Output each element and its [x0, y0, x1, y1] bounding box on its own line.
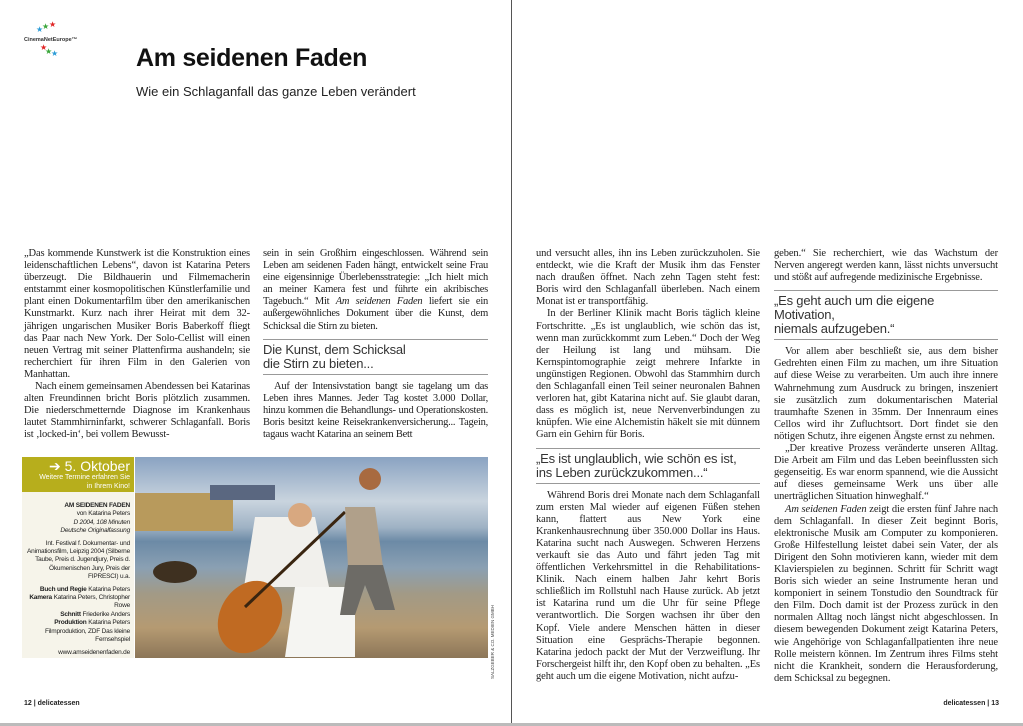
paragraph-text: liefert sie ein außergewöhnliches Dokument über die Kunst, dem Schicksal die Stirn zu bieten.: [263, 296, 488, 332]
credit-line: [24, 594, 130, 611]
paragraph-text: In der Berliner Klinik macht Boris täglich kleine Fortschritte. „Es ist unglaublich, wie schön das ist, wenn man zurückkommt zum Leben.“ Doch der Weg der Heilung ist lang und mühsam. Die Kernspintomographie zeigt mehrere Infarkte in ungünstigen Regionen. Obwohl das Stammhirn durch den Schlaganfall einen Teil seiner neuronalen Bahnen verloren hat, gibt Katarina nicht auf. Sie glaubt daran, dass es möglich ist, neue Nervenverbindungen zu knüpfen. Wie eine Alchemistin häkelt sie mit dünnem Garn ein Gehirn für Boris.: [536, 308, 760, 441]
photo-credit: SALZGEBER & CO. MEDIEN GMBH: [490, 605, 495, 680]
credit-value: Katarina Peters: [88, 585, 130, 593]
body-paragraph: [774, 346, 998, 443]
awards: Int. Festival f. Dokumentar- und Animationsfilm, Leipzig 2004 (Silberne Taube, Preis d. Jugendjury, Preis d. Ökumenischen Jury, Preis der FIPRESCI) u.a.: [27, 539, 130, 581]
body-paragraph: [536, 248, 760, 308]
infobox-note-line: Weitere Termine erfahren Sie: [39, 474, 130, 481]
paragraph-text: zeigt die ersten fünf Jahre nach dem Schlaganfall. In dieser Zeit beginnt Boris, elektronische Musik am Computer zu komponieren. Große Hilfestellung leistet dabei sein Vater, der als Dirigent den Sohn motivieren kann, wieder mit dem Klavierspielen zu beginnen. Schritt für Schritt wagt Boris sich wieder an seine Instrumente heran und komponiert in seinem Tonstudio den Soundtrack für den Film. Doch damit ist der Prozess zurück in den normalen Alltag noch längst nicht abgeschlossen. In diesem bewegenden Dokument zeigt Katarina Peters, wie Angehörige von Schlaganfallpatienten ihre neue Rolle meistern können. Im Zentrum ihres Films steht nicht die Krankheit, sondern die Herausforderung, dem Schicksal zu begegnen.: [774, 503, 998, 684]
credit-line: [24, 611, 130, 619]
film-title-italic: Am seidenen Faden: [785, 503, 867, 515]
credit-label: Kamera: [29, 594, 52, 602]
film-infobox: [22, 457, 134, 658]
logo-text: CinemaNetEurope™: [24, 37, 78, 43]
body-paragraph: [774, 248, 998, 284]
pull-quote-line: „Es geht auch um die eigene Motivation,: [774, 293, 935, 323]
pull-quote-line: die Stirn zu bieten...: [263, 355, 374, 371]
paragraph-text: „Der kreative Prozess veränderte unseren Alltag. Die Arbeit am Film und das Leben beeinflussten sich gegenseitig. Es war enorm spannend, wie die Aussicht auf dieses gemeinsame Werk uns über alle unerträglichen Situation hinweghalf.“: [774, 443, 998, 503]
pull-quote: [774, 290, 998, 340]
pull-quote: [536, 448, 760, 484]
body-paragraph: [263, 248, 488, 333]
film-version: Deutsche Originalfassung: [60, 527, 130, 535]
paragraph-text: und versucht alles, ihn ins Leben zurückzuholen. Sie entdeckt, wie die Kraft der Musik ihm das Fenster nach draußen öffnet. Nach zehn Tagen steht fest: Boris wird den Schlaganfall überleben. Nach einem Monat ist er transportfähig.: [536, 248, 760, 308]
release-date: 5. Oktober: [64, 458, 130, 474]
star-icon: ★: [49, 20, 57, 29]
star-icon: ★: [36, 25, 44, 34]
man-head: [288, 503, 312, 527]
film-meta: D 2004, 108 Minuten: [73, 518, 130, 526]
pull-quote-line: ins Leben zurückzukommen...“: [536, 464, 708, 480]
page-number-left: 12 | delicatessen: [24, 700, 80, 707]
director: von Katarina Peters: [76, 510, 130, 518]
infobox-body: [22, 492, 134, 657]
body-paragraph: [774, 504, 998, 685]
body-paragraph: [774, 443, 998, 503]
beach-cello-illustration: [135, 457, 488, 658]
woman-head: [359, 468, 381, 490]
body-paragraph: [536, 308, 760, 441]
film-website-link[interactable]: www.amseidenenfaden.de: [58, 648, 130, 656]
body-paragraph: [24, 381, 250, 441]
infobox-header: [22, 457, 134, 492]
credit-value: Katarina Peters Filmproduktion, ZDF Das kleine Fernsehspiel: [44, 619, 130, 644]
credit-line: [24, 619, 130, 644]
text-column-1: [24, 248, 250, 442]
paragraph-text: geben.“ Sie recherchiert, wie das Wachstum der Nerven angeregt werden kann, lässt nichts unversucht und stößt auf aufregende medizinische Ergebnisse.: [774, 248, 998, 284]
paragraph-text: sein in sein Großhirn eingeschlossen. Während sein Leben am seidenen Faden hängt, entwickelt seine Frau eine eigensinnige Überlebensstrategie: „Ich hielt mich an meiner Kamera fest und führte ein akribisches Tagebuch.“ Mit: [263, 248, 488, 308]
pull-quote-line: niemals aufzugeben.“: [774, 321, 895, 337]
body-paragraph: [536, 490, 760, 684]
article-title: Am seidenen Faden: [136, 44, 368, 72]
woman-trousers: [340, 565, 395, 615]
star-icon: ★: [45, 47, 53, 56]
paragraph-text: Auf der Intensivstation bangt sie tagelang um das Leben ihres Mannes. Jeder Tag kostet 3.000 Dollar, hinzu kommen die Behandlungs- und Operationskosten. Boris besitzt keine Reisekrankenversicherung... Tagein, tagaus wacht Katarina an seinem Bett: [263, 380, 488, 441]
star-icon: ★: [42, 22, 50, 31]
film-title: AM SEIDENEN FADEN: [64, 502, 130, 509]
page-number-right: delicatessen | 13: [943, 700, 999, 707]
pull-quote-line: „Es ist unglaublich, wie schön es ist,: [536, 450, 737, 466]
credit-label: Schnitt: [60, 610, 81, 618]
infobox-note-line: in Ihrem Kino!: [86, 482, 130, 490]
dog: [153, 561, 197, 583]
paragraph-text: Während Boris drei Monate nach dem Schlaganfall zum ersten Mal wieder auf eigenen Füßen stehen kann, flattert aus New York eine Krankenhausrechnung über 350.000 Dollar ins Haus. Katarina sucht nach Auswegen. Schweren Herzens verkauft sie das Auto und fährt jeden Tag mit öffentlichen Verkehrsmittel in die Rehabilitations-Klinik. Nach einem halben Jahr kehrt Boris schließlich im Rollstuhl nach Hause zurück. Ab jetzt ist Katarina rund um die Uhr für seine Pflege verantwortlich. Die Sorgen wachsen ihr über den Kopf. Viele andere Menschen hätten in dieser Situation eine Gesprächs-Therapie begonnen. Katarina jedoch packt der Mut der Verzweiflung. Ihr Forschergeist hilft ihr, den Kopf oben zu behalten. „Es geht auch um die eigene Motivation, nicht aufzu-: [536, 489, 760, 682]
infobox-note: [22, 474, 130, 491]
text-column-2: [263, 248, 488, 441]
woman-shirt: [345, 507, 383, 567]
film-still-photo: [135, 457, 488, 658]
film-title-italic: Am seidenen Faden: [335, 296, 423, 308]
body-paragraph: [24, 248, 250, 381]
distant-pier: [210, 485, 275, 500]
text-column-3: [536, 248, 760, 683]
paragraph-text: Vor allem aber beschließt sie, aus dem bisher Gedrehten einen Film zu machen, um ihre Situation auf diese Weise zu verarbeiten. Um auch ihre innere Wahrnehmung zum Ausdruck zu bringen, inszeniert sie zusätzlich zum dokumentarischen Material traumhafte Szenen in 35mm. Der Innenraum eines Cellos wird ihr Zufluchtsort. Dort findet sie den nötigen Schutz, ihre eigenen Ängste ernst zu nehmen.: [774, 346, 998, 442]
text-column-4: [774, 248, 998, 685]
page-gutter: [511, 0, 512, 726]
credit-label: Buch und Regie: [39, 585, 87, 593]
body-paragraph: [263, 381, 488, 441]
arrow-circle-icon: ➔: [49, 458, 61, 474]
paragraph-text: Nach einem gemeinsamen Abendessen bei Katarinas alten Freundinnen bricht Boris plötzlich zusammen. Die niederschmetternde Diagnose im Krankenhaus lautet Stammhirninfarkt, schwerer Schlaganfall. Boris ist ‚locked-in‘, bei vollem Bewusst-: [24, 381, 250, 441]
man-shirt: [244, 517, 329, 587]
star-icon: ★: [51, 49, 59, 58]
star-icon: ★: [40, 43, 48, 52]
credit-label: Produktion: [54, 619, 87, 627]
credit-value: Friederike Anders: [82, 610, 130, 618]
article-subtitle: Wie ein Schlaganfall das ganze Leben verändert: [136, 84, 416, 99]
credit-line: [24, 586, 130, 594]
paragraph-text: „Das kommende Kunstwerk ist die Konstruktion eines leidenschaftlichen Lebens“, davon ist Katarina Peters überzeugt. Die Bildhauerin und Filmemacherin entstammt einer kosmopolitischen Künstlerfamilie und plant einen Dokumentarfilm über den amerikanischen Kunstmarkt. Kurz nach ihrer Heirat mit dem 32-jährigen ungarischen Musiker Boris Baberkoff fliegt das Paar nach New York. Der Solo-Cellist will einen neuen Vertrag mit seiner Plattenfirma aushandeln; sie recherchiert für ihren Film in den Galerien von Manhattan.: [24, 248, 250, 380]
pull-quote: [263, 339, 488, 375]
credit-value: Katarina Peters, Christopher Rowe: [53, 594, 130, 610]
pull-quote-line: Die Kunst, dem Schicksal: [263, 341, 406, 357]
